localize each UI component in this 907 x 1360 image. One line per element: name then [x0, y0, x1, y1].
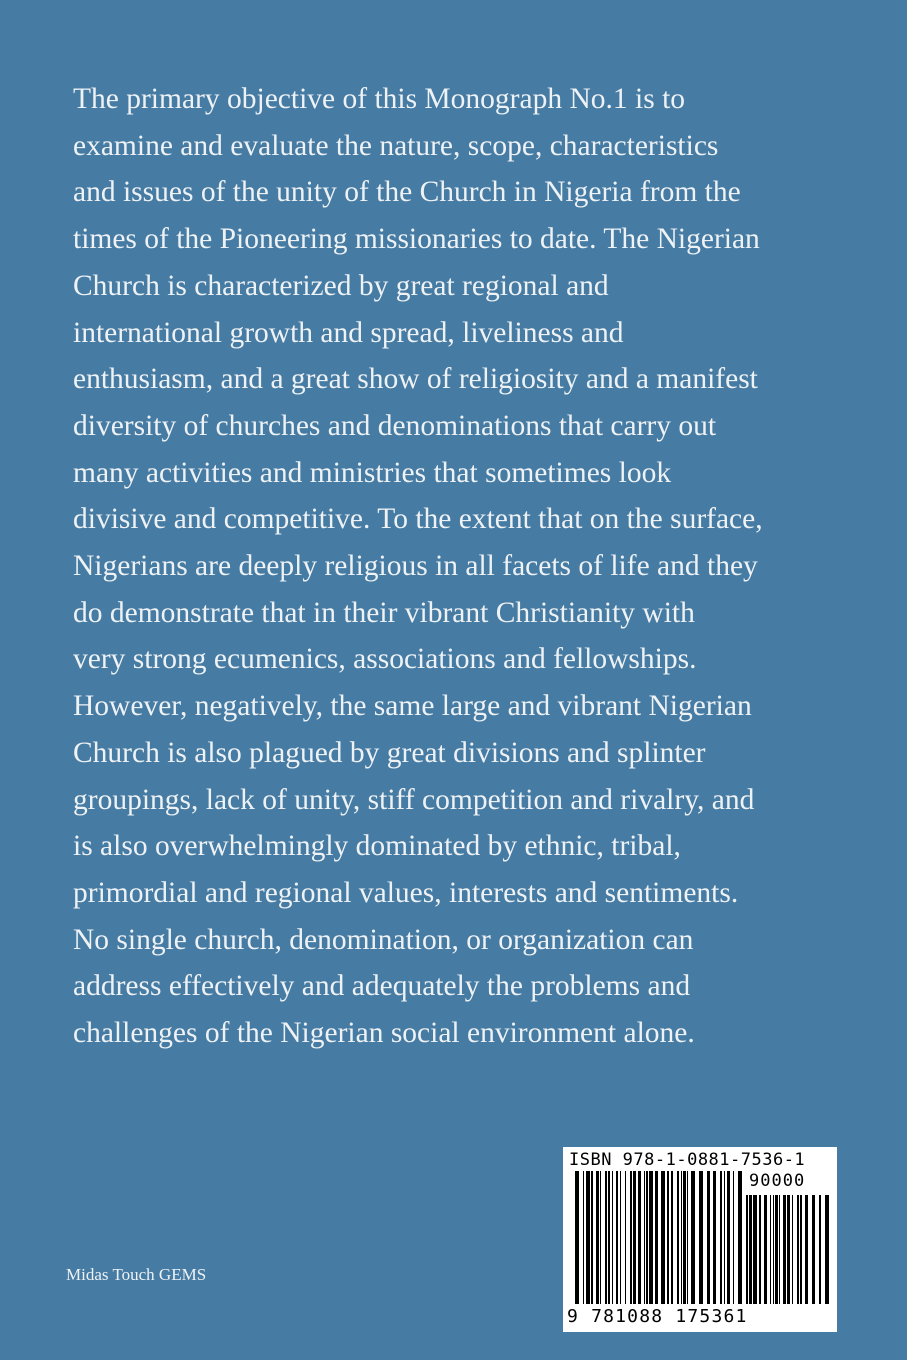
ean-digits: 9 781088 175361	[567, 1306, 748, 1327]
barcode-bar	[687, 1171, 688, 1304]
barcode-bar	[630, 1171, 632, 1304]
barcode-bar	[586, 1171, 590, 1304]
barcode-bar	[738, 1171, 742, 1304]
blurb-line: many activities and ministries that sometimes look	[73, 456, 672, 489]
blurb-line: Nigerians are deeply religious in all facets of life and they	[73, 550, 758, 583]
barcode-bar	[681, 1171, 682, 1304]
barcode-bar	[677, 1171, 679, 1304]
barcode-bar	[749, 1195, 752, 1304]
barcode-bar	[633, 1171, 636, 1304]
barcode-bar	[800, 1195, 802, 1304]
barcode-bar	[646, 1171, 648, 1304]
blurb-line: primordial and regional values, interests and sentiments.	[73, 876, 739, 909]
blurb-line: diversity of churches and denominations that carry out	[73, 409, 717, 442]
blurb-line: is also overwhelmingly dominated by ethnic, tribal,	[73, 830, 681, 863]
blurb-line: groupings, lack of unity, stiff competition and rivalry, and	[73, 783, 755, 816]
barcode-bar	[699, 1171, 703, 1304]
barcode-bar	[600, 1171, 601, 1304]
barcode-bar	[805, 1195, 808, 1304]
blurb-line: times of the Pioneering missionaries to date. The Nigerian	[73, 223, 760, 256]
barcode-bar	[620, 1171, 621, 1304]
barcode-bar	[649, 1171, 653, 1304]
barcode-bar	[733, 1171, 734, 1304]
blurb-line: examine and evaluate the nature, scope, characteristics	[73, 129, 719, 162]
barcode-bar	[773, 1195, 774, 1304]
blurb-line: Church is also plagued by great divisions and splinter	[73, 736, 706, 769]
barcode-bar	[707, 1171, 710, 1304]
barcode-bar	[812, 1195, 815, 1304]
barcode-bar	[720, 1171, 722, 1304]
barcode-bar	[644, 1171, 645, 1304]
barcode-bar	[764, 1195, 767, 1304]
barcode-bar	[596, 1171, 599, 1304]
barcode-bar	[605, 1171, 607, 1304]
barcode-bar	[671, 1171, 673, 1304]
barcode-bar	[638, 1171, 641, 1304]
price-code: 90000	[749, 1171, 806, 1191]
barcode-bar	[583, 1171, 584, 1304]
blurb-line: divisive and competitive. To the extent that on the surface,	[73, 503, 763, 536]
barcode-bar	[825, 1195, 829, 1304]
blurb-line: Church is characterized by great regional and	[73, 269, 609, 302]
blurb-line: However, negatively, the same large and vibrant Nigerian	[73, 690, 752, 723]
barcode-bar	[724, 1171, 725, 1304]
blurb-line: very strong ecumenics, associations and fellowships.	[73, 643, 697, 676]
barcode-bar	[608, 1171, 610, 1304]
barcode-bar	[787, 1195, 790, 1304]
blurb-line: The primary objective of this Monograph No.1 is to	[73, 83, 686, 115]
isbn-label: ISBN 978-1-0881-7536-1	[569, 1150, 806, 1170]
barcode-bar	[792, 1195, 793, 1304]
barcode-bar	[770, 1195, 771, 1304]
barcode-bar	[713, 1171, 716, 1304]
barcode-bar	[625, 1171, 626, 1304]
blurb-line: address effectively and adequately the problems and	[73, 970, 691, 1003]
barcode-bar	[691, 1171, 695, 1304]
barcode-bar	[616, 1171, 618, 1304]
barcode-bar	[667, 1171, 669, 1304]
blurb-line: challenges of the Nigerian social environment alone.	[73, 1017, 695, 1050]
blurb-line: No single church, denomination, or organization can	[73, 923, 694, 956]
barcode-bar	[683, 1171, 686, 1304]
publisher-name: Midas Touch GEMS	[66, 1265, 207, 1284]
barcode-bar	[775, 1195, 778, 1304]
barcode-bar	[655, 1171, 658, 1304]
blurb-line: do demonstrate that in their vibrant Christianity with	[73, 596, 695, 629]
barcode-bar	[612, 1171, 613, 1304]
barcode-bar	[797, 1195, 799, 1304]
barcode-bar	[591, 1171, 593, 1304]
barcode-bar	[746, 1195, 748, 1304]
blurb-line: and issues of the unity of the Church in Nigeria from the	[73, 176, 741, 209]
barcode-bar	[759, 1195, 761, 1304]
blurb-line: enthusiasm, and a great show of religiosity and a manifest	[73, 363, 758, 396]
barcode-bar	[819, 1195, 821, 1304]
barcode-bar	[661, 1171, 665, 1304]
blurb-line: international growth and spread, liveliness and	[73, 316, 624, 349]
barcode-bar	[783, 1195, 786, 1304]
addon-barcode-bars	[746, 1195, 830, 1304]
barcode-bar	[727, 1171, 730, 1304]
barcode-bar	[575, 1171, 579, 1304]
barcode-bar	[753, 1195, 757, 1304]
back-cover-blurb	[73, 76, 843, 1057]
ean13-barcode-bars	[575, 1171, 743, 1304]
isbn-barcode	[563, 1147, 837, 1332]
barcode-bar	[779, 1195, 780, 1304]
